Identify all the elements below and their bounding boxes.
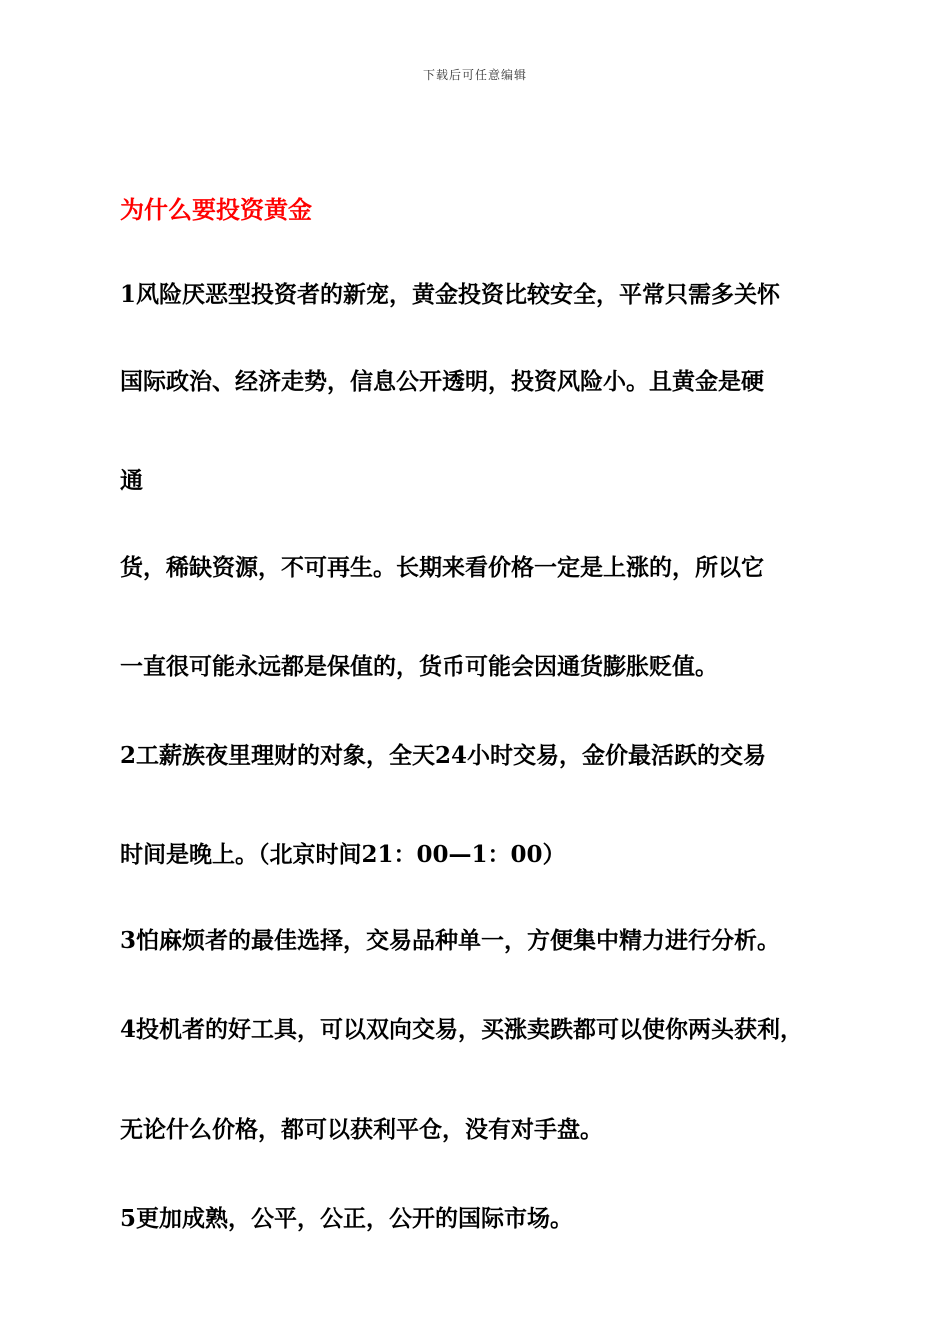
paragraph-line-1: 1风险厌恶型投资者的新宠，黄金投资比较安全，平常只需多关怀: [120, 281, 781, 308]
paragraph-line-4: 货，稀缺资源，不可再生。长期来看价格一定是上涨的，所以它: [120, 554, 764, 581]
paragraph-line-5: 一直很可能永远都是保值的，货币可能会因通货膨胀贬值。: [120, 653, 718, 680]
page-header: 下载后可任意编辑: [422, 68, 527, 82]
paragraph-line-3: 通: [120, 467, 143, 494]
paragraph-line-6: 2工薪族夜里理财的对象，全天24小时交易，金价最活跃的交易: [120, 742, 767, 769]
paragraph-line-10: 无论什么价格，都可以获利平仓，没有对手盘。: [120, 1116, 603, 1143]
paragraph-line-11: 5更加成熟，公平，公正，公开的国际市场。: [120, 1205, 574, 1232]
paragraph-line-2: 国际政治、经济走势，信息公开透明，投资风险小。且黄金是硬: [120, 368, 764, 395]
paragraph-line-7: 时间是晚上。（北京时间21：00—1：00）: [120, 841, 566, 868]
document-title: 为什么要投资黄金: [120, 195, 312, 224]
paragraph-line-9: 4投机者的好工具，可以双向交易，买涨卖跌都可以使你两头获利，: [120, 1016, 804, 1043]
paragraph-line-8: 3怕麻烦者的最佳选择，交易品种单一，方便集中精力进行分析。: [120, 927, 781, 954]
